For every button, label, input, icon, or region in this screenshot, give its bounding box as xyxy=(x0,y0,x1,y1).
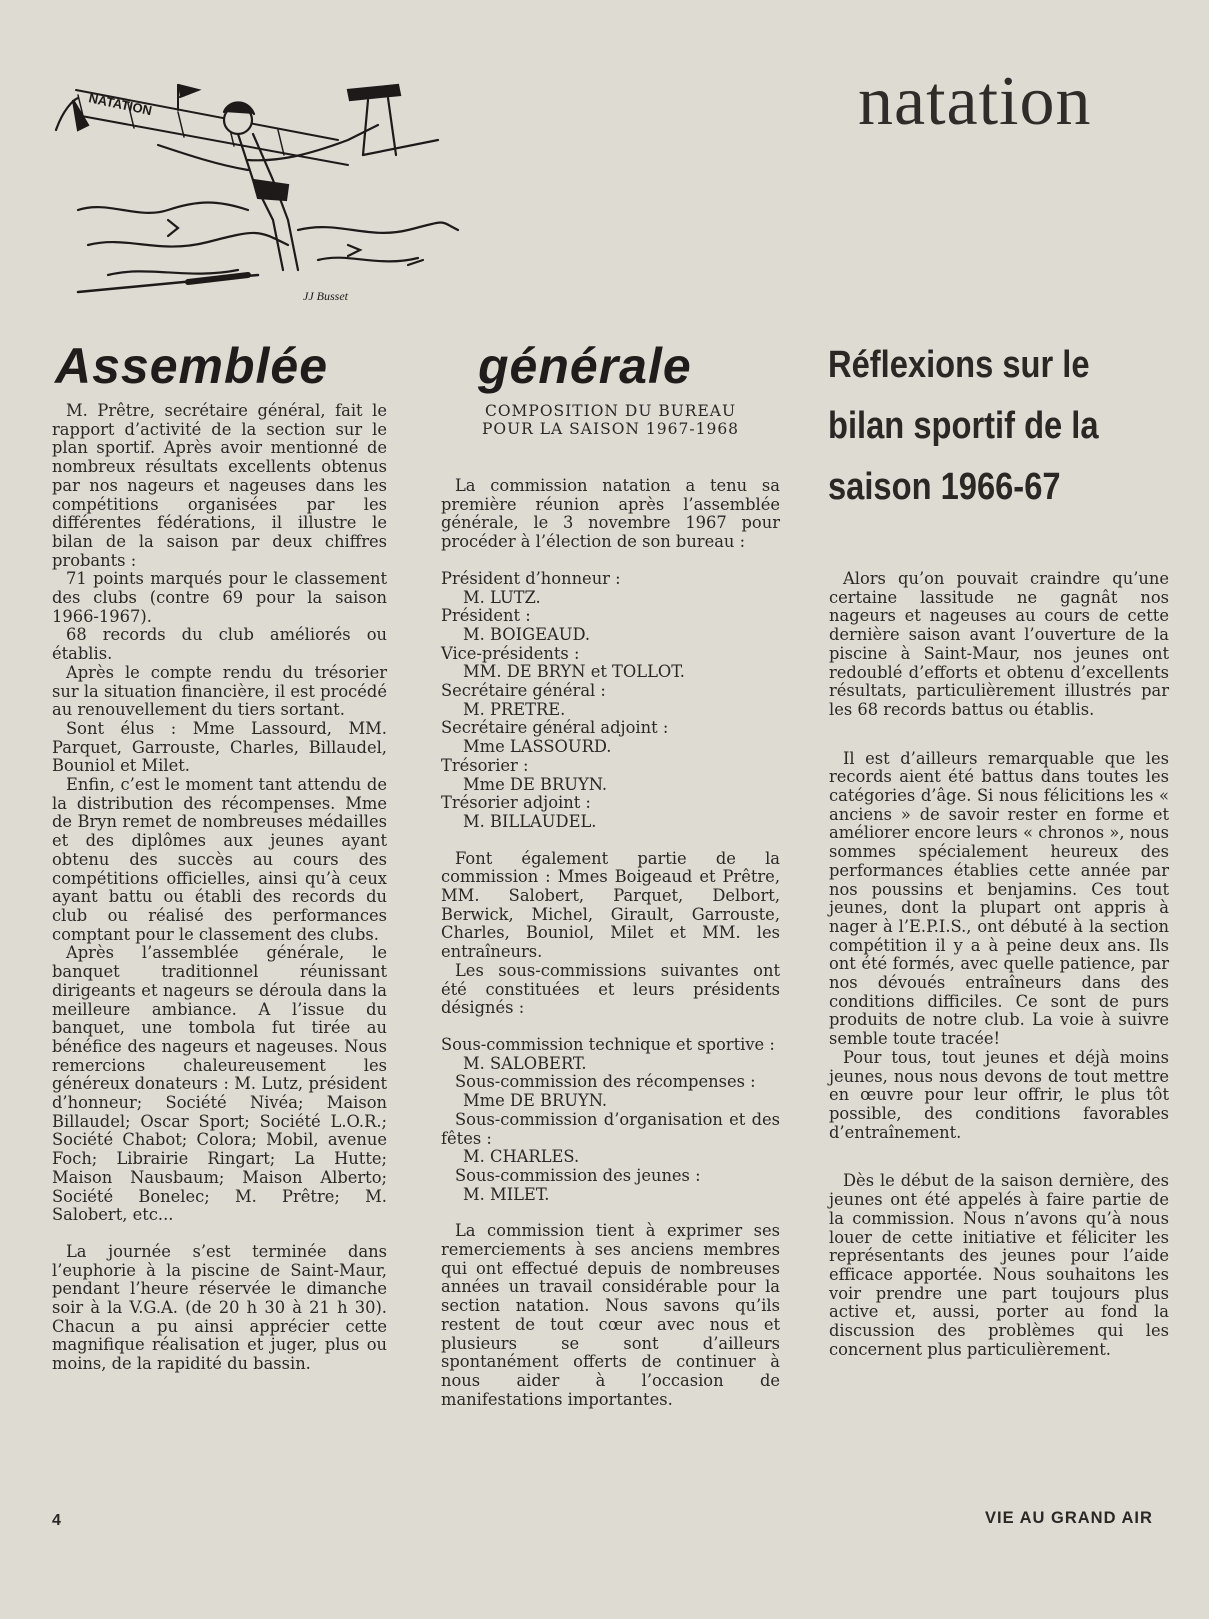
column-bureau xyxy=(441,477,780,1409)
bureau-heading xyxy=(441,402,780,438)
paragraph: Après l’assemblée générale, le banquet traditionnel réunissant dirigeants et nageurs se déroula dans la meilleure ambiance. A l’issue du banquet, une tombola fut tirée au bénéfice des nageurs et nageuses. Nous remercions chaleureusement les généreux donateurs : M. Lutz, président d’honneur; Société Nivéa; Maison Billaudel; Oscar Sport; Société L.O.R.; Société Chabot; Colora; Mobil, avenue Foch; Librairie Ringart; La Hutte; Maison Nausbaum; Maison Alberto; Société Bonelec; M. Prêtre; M. Salobert, etc... xyxy=(52,943,387,1225)
subcommission-name: M. MILET. xyxy=(463,1184,550,1204)
paragraph: Après le compte rendu du trésorier sur la situation financière, il est procédé au renouvellement du tiers sortant. xyxy=(52,662,387,720)
subcommission-role: Sous-commission des jeunes : xyxy=(455,1165,701,1185)
paragraph: La journée s’est terminée dans l’euphorie à la piscine de Saint-Maur, pendant l’heure réservée le dimanche soir à la V.G.A. (de 20 h 30 à 21 h 30). Chacun a pu ainsi apprécier cette magnifique réalisation et juger, plus ou moins, de la rapidité du bassin. xyxy=(52,1241,387,1374)
roster-name: Mme LASSOURD. xyxy=(463,737,612,757)
magazine-name: VIE AU GRAND AIR xyxy=(985,1509,1153,1527)
artist-signature: JJ Busset xyxy=(303,289,348,303)
headline-generale: générale xyxy=(478,338,692,394)
subcommission-name: M. CHARLES. xyxy=(463,1147,580,1167)
subcommission-role: Sous-commission technique et sportive : xyxy=(441,1034,775,1054)
roster-name: M. PRETRE. xyxy=(463,699,566,719)
page-number: 4 xyxy=(52,1512,61,1529)
bureau-heading-line1: COMPOSITION DU BUREAU xyxy=(484,402,737,420)
paragraph: Sont élus : Mme Lassourd, MM. Parquet, Garrouste, Charles, Billaudel, Bouniol et Milet. xyxy=(52,718,387,776)
roster-name: M. BILLAUDEL. xyxy=(463,811,597,831)
bureau-heading-line2: POUR LA SAISON 1967-1968 xyxy=(481,420,740,438)
roster-role: Trésorier adjoint : xyxy=(441,793,591,813)
roster-name: M. BOIGEAUD. xyxy=(463,624,591,644)
roster-name: M. LUTZ. xyxy=(463,587,541,607)
side-headline: Réflexions sur le bilan sportif de la saison 1966-67 xyxy=(828,344,1099,508)
paragraph: Enfin, c’est le moment tant attendu de la distribution des récompenses. Mme de Bryn remet de nombreuses médailles et des diplômes aux jeunes ayant obtenu des succès au cours des compétitions officielles, ainsi qu’à ceux ayant battu ou établi des records du club ou réalisé des performances comptant pour le classement des clubs. xyxy=(52,775,387,944)
paragraph: Dès le début de la saison dernière, des jeunes ont été appelés à faire partie de la commission. Nous n’avons qu’à nous louer de cette initiative et féliciter les représentants des jeunes pour l’aide efficace apportée. Nous souhaitons les voir prendre une part toujours plus active et, aussi, porter au fond la discussion des problèmes qui les concernent plus particulièrement. xyxy=(829,1171,1169,1359)
banner-text: NATATION xyxy=(87,90,154,119)
subcommission-role: Sous-commission des récompenses : xyxy=(455,1072,756,1092)
paragraph: Pour tous, tout jeunes et déjà moins jeunes, nous nous devons de tout mettre en œuvre pour leur offrir, le plus tôt possible, des conditions favorables d’entraînement. xyxy=(829,1047,1169,1142)
paragraph: 68 records du club améliorés ou établis. xyxy=(52,625,387,664)
members-paragraph: Font également partie de la commission : Mmes Boigeaud et Prêtre, MM. Salobert, Parquet, Delbort, Berwick, Michel, Girault, Garrouste, Charles, Bouniol, Milet et MM. les entraîneurs. xyxy=(441,848,780,962)
roster-role: Président : xyxy=(441,606,531,626)
swimmer-illustration xyxy=(48,70,488,320)
subcommission-name: M. SALOBERT. xyxy=(463,1053,587,1073)
column-assemblee-report xyxy=(52,402,387,1374)
roster-name: MM. DE BRYN et TOLLOT. xyxy=(463,662,685,682)
roster-role: Secrétaire général : xyxy=(441,681,606,701)
column-reflexions xyxy=(829,570,1169,1359)
paragraph: M. Prêtre, secrétaire général, fait le rapport d’activité de la section sur le plan sportif. Après avoir mentionné de nombreux résultats excellents obtenus par nos nageurs et nageuses dans les compétitions organisées par les différentes fédérations, il illustre le bilan de la saison par deux chiffres probants : xyxy=(52,401,387,570)
roster-role: Président d’honneur : xyxy=(441,568,621,588)
swimmer-drawing xyxy=(48,70,488,320)
paragraph: 71 points marqués pour le classement des clubs (contre 69 pour la saison 1966-1967). xyxy=(52,569,387,626)
roster-name: Mme DE BRUYN. xyxy=(463,774,608,794)
roster-role: Secrétaire général adjoint : xyxy=(441,718,669,738)
headline-assemblee: Assemblée xyxy=(55,338,329,394)
paragraph: Alors qu’on pouvait craindre qu’une certaine lassitude ne gagnât nos nageurs et nageuses au cours de cette dernière saison avant l’ouverture de la piscine à Saint-Maur, nos jeunes ont redoublé d’efforts et obtenu d’excellents résultats, particulièrement illustrés par les 68 records battus ou établis. xyxy=(829,569,1169,719)
subcommission-name: Mme DE BRUYN. xyxy=(463,1091,608,1111)
paragraph: Il est d’ailleurs remarquable que les records aient été battus dans toutes les catégories d’âge. Si nous félicitions les « anciens » de savoir rester en forme et améliorer encore leurs « chronos », nous sommes spécialement heureux des performances établies cette année par nos poussins et benjamins. Ces tout jeunes, dont la plupart ont appris à nager à l’E.P.I.S., ont débuté à la section compétition il y a à peine deux ans. Ils ont été formés, avec quelle patience, par nos dévoués entraîneurs dans des conditions difficiles. Ce sont de purs produits de notre club. La voie à suivre semble toute tracée! xyxy=(829,748,1169,1049)
bureau-intro: La commission natation a tenu sa première réunion après l’assemblée générale, le 3 novembre 1967 pour procéder à l’élection de son bureau : xyxy=(441,476,780,552)
section-title: natation xyxy=(858,63,1092,140)
thanks-paragraph: La commission tient à exprimer ses remerciements à ses anciens membres qui ont effectué depuis de nombreuses années un travail considérable pour la section natation. Nous savons qu’ils restent de tout cœur avec nous et plusieurs se sont d’ailleurs spontanément offerts de continuer à nous aider à l’occasion de manifestations importantes. xyxy=(441,1221,780,1409)
subcommission-role: Sous-commission d’organisation et des fêtes : xyxy=(441,1109,780,1148)
roster-role: Vice-présidents : xyxy=(441,643,580,663)
subcommissions-intro: Les sous-commissions suivantes ont été constituées et leurs présidents désignés : xyxy=(441,960,780,1018)
roster-role: Trésorier : xyxy=(441,755,529,775)
